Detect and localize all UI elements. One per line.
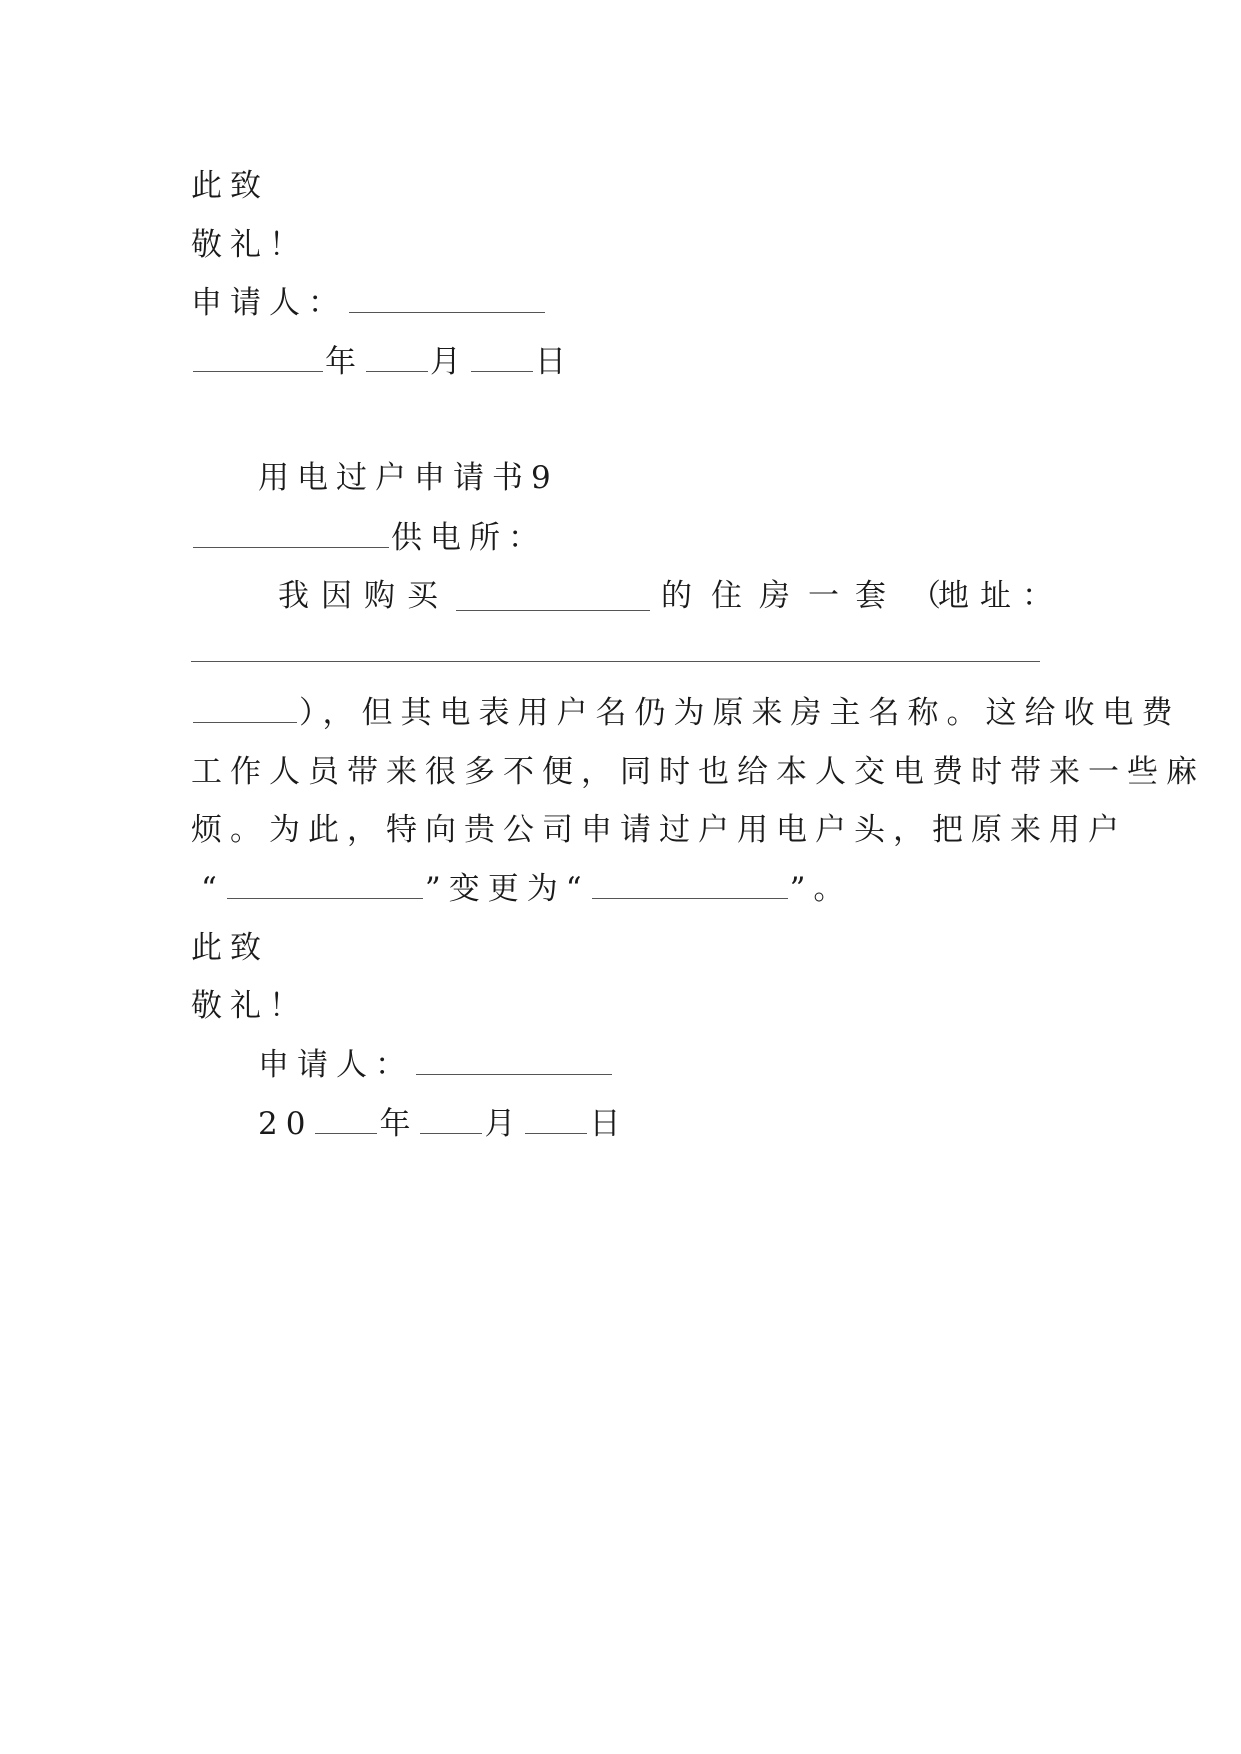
applicant-label: 申请人： <box>191 285 347 321</box>
year-blank-2 <box>315 1109 377 1134</box>
applicant-blank-2 <box>416 1050 612 1075</box>
month-blank <box>366 347 428 372</box>
document-page: 此致 敬礼！ 申请人： 年 月 日 用电过户申请书9 供电所： 我 因 购 买 的 住 房 一 套 （ 地 址 ： ），但其电表用户名仍为原来房主名称。这给收电费 工作人员带来很多不便，同时也给本人交电费时带来一些麻 烦。为此，特向贵公司申请过户用电户头，把原来用户 “ ”变更为“ ”。 此致 敬礼！ 申请人： 20 年 月 日 <box>191 168 1205 1142</box>
recipient-line <box>191 518 547 558</box>
original-user-blank <box>227 874 423 899</box>
day-label: 日 <box>535 344 574 380</box>
closing-line-4: 敬礼！ <box>191 988 308 1024</box>
month-blank-2 <box>420 1109 482 1134</box>
day-blank-2 <box>525 1109 587 1134</box>
recipient-label: 供电所： <box>391 520 547 556</box>
document-title: 用电过户申请书9 <box>258 460 559 496</box>
paragraph-line-6: “ ”变更为“ ”。 <box>201 871 853 907</box>
paragraph-line-4: 工作人员带来很多不便，同时也给本人交电费时带来一些麻 <box>191 754 1205 790</box>
new-user-blank <box>592 874 788 899</box>
address-blank <box>191 661 1040 662</box>
closing-line-1: 此致 <box>191 168 269 204</box>
recipient-blank <box>193 523 389 548</box>
address-blank-end <box>193 698 297 723</box>
applicant-line-2 <box>258 1045 614 1085</box>
purchase-from-blank <box>456 586 650 611</box>
applicant-line <box>191 283 547 323</box>
month-label: 月 <box>430 344 469 380</box>
paragraph-line-5: 烦。为此，特向贵公司申请过户用电户头，把原来用户 <box>191 812 1127 848</box>
closing-line-3: 此致 <box>191 930 269 966</box>
day-blank <box>471 347 533 372</box>
date-line-2: 20 年 月 日 <box>258 1106 629 1142</box>
applicant-label-2: 申请人： <box>258 1047 414 1083</box>
applicant-blank <box>349 288 545 313</box>
date-line <box>191 342 574 382</box>
closing-line-2: 敬礼！ <box>191 227 308 263</box>
year-blank <box>193 347 323 372</box>
paragraph-line-3: ），但其电表用户名仍为原来房主名称。这给收电费 <box>191 693 1181 733</box>
year-label: 年 <box>325 344 364 380</box>
